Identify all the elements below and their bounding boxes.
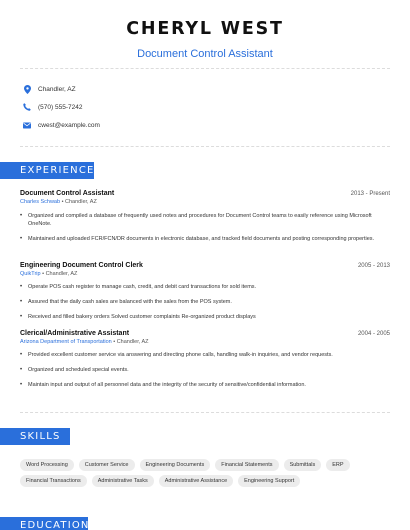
job-title: Document Control Assistant: [20, 190, 115, 197]
skills-list: [20, 459, 390, 491]
contact-location: [22, 80, 100, 98]
skill-tag: Engineering Documents: [140, 459, 211, 471]
job-dates: 2004 - 2005: [357, 331, 390, 337]
phone-icon: [22, 102, 32, 112]
contact-info: [22, 80, 100, 134]
skill-tag: Engineering Support: [238, 475, 300, 487]
job-bullet: • Received and filled bakery orders Solved customer complaints Re-organized product displays: [20, 313, 390, 321]
job-bullet: • Maintain input and output of all personnel data and the integrity of the security of sensitive/confidential information.: [20, 381, 390, 389]
job-bullet: • Maintained and uploaded FCR/FCN/DR documents in electronic database, and tracked field documents and posting corresponding properties.: [20, 235, 390, 243]
experience-divider: [20, 412, 390, 413]
skill-tag: Submittals: [284, 459, 322, 471]
job-dates: 2013 - Present: [350, 191, 390, 197]
job-entry: [20, 190, 390, 243]
experience-list-3: [20, 330, 390, 389]
job-location: Chandler, AZ: [45, 271, 78, 277]
job-location: Chandler, AZ: [65, 199, 97, 205]
contact-phone: [22, 98, 100, 116]
job-meta: Arizona Department of Transportation • Chandler, AZ: [20, 339, 149, 345]
header-divider: [20, 68, 390, 69]
job-bullet: • Operate POS cash register to manage cash, credit, and debit card transactions for sold items.: [20, 283, 390, 291]
skill-tag: Administrative Assistance: [159, 475, 233, 487]
skill-tag: ERP: [326, 459, 349, 471]
envelope-icon: [22, 120, 32, 130]
phone-text: (570) 555-7242: [38, 103, 83, 111]
job-company: Charles Schwab: [20, 199, 61, 205]
skill-tag: Financial Statements: [215, 459, 278, 471]
job-title: Clerical/Administrative Assistant: [20, 330, 130, 337]
job-location: Chandler, AZ: [116, 339, 149, 345]
candidate-title: Document Control Assistant: [137, 48, 273, 60]
candidate-name: CHERYL WEST: [126, 19, 284, 39]
job-company: QuikTrip: [20, 271, 41, 277]
education-heading: EDUCATION: [0, 517, 88, 530]
email-text: cwest@example.com: [38, 121, 100, 129]
resume-header: [0, 0, 410, 61]
experience-heading: EXPERIENCE: [0, 162, 94, 179]
job-entry: [20, 262, 390, 321]
skill-tag: Customer Service: [79, 459, 135, 471]
job-dates: 2005 - 2013: [357, 263, 390, 269]
job-company: Arizona Department of Transportation: [20, 339, 112, 345]
job-bullet: • Provided excellent customer service via answering and directing phone calls, handling walk-in inquiries, and vendor requests.: [20, 351, 390, 359]
job-meta: QuikTrip • Chandler, AZ: [20, 271, 78, 277]
job-bullet: • Assured that the daily cash sales are balanced with the sales from the POS system.: [20, 298, 390, 306]
job-title: Engineering Document Control Clerk: [20, 262, 143, 269]
skill-tag: Administrative Tasks: [92, 475, 154, 487]
job-bullet: • Organized and compiled a database of frequently used notes and procedures for Document Control teams to easily reference using Microsoft OneNote.: [20, 212, 390, 228]
location-text: Chandler, AZ: [38, 85, 76, 93]
job-meta: Charles Schwab • Chandler, AZ: [20, 199, 97, 205]
contact-email: [22, 116, 100, 134]
job-entry: [20, 330, 390, 389]
job-bullet: • Organized and scheduled special events.: [20, 366, 390, 374]
skill-tag: Word Processing: [20, 459, 74, 471]
experience-list-2: [20, 262, 390, 321]
experience-list: [20, 190, 390, 243]
skill-tag: Financial Transactions: [20, 475, 87, 487]
contact-divider: [20, 146, 390, 147]
skills-heading: SKILLS: [0, 428, 70, 445]
map-pin-icon: [22, 84, 32, 94]
